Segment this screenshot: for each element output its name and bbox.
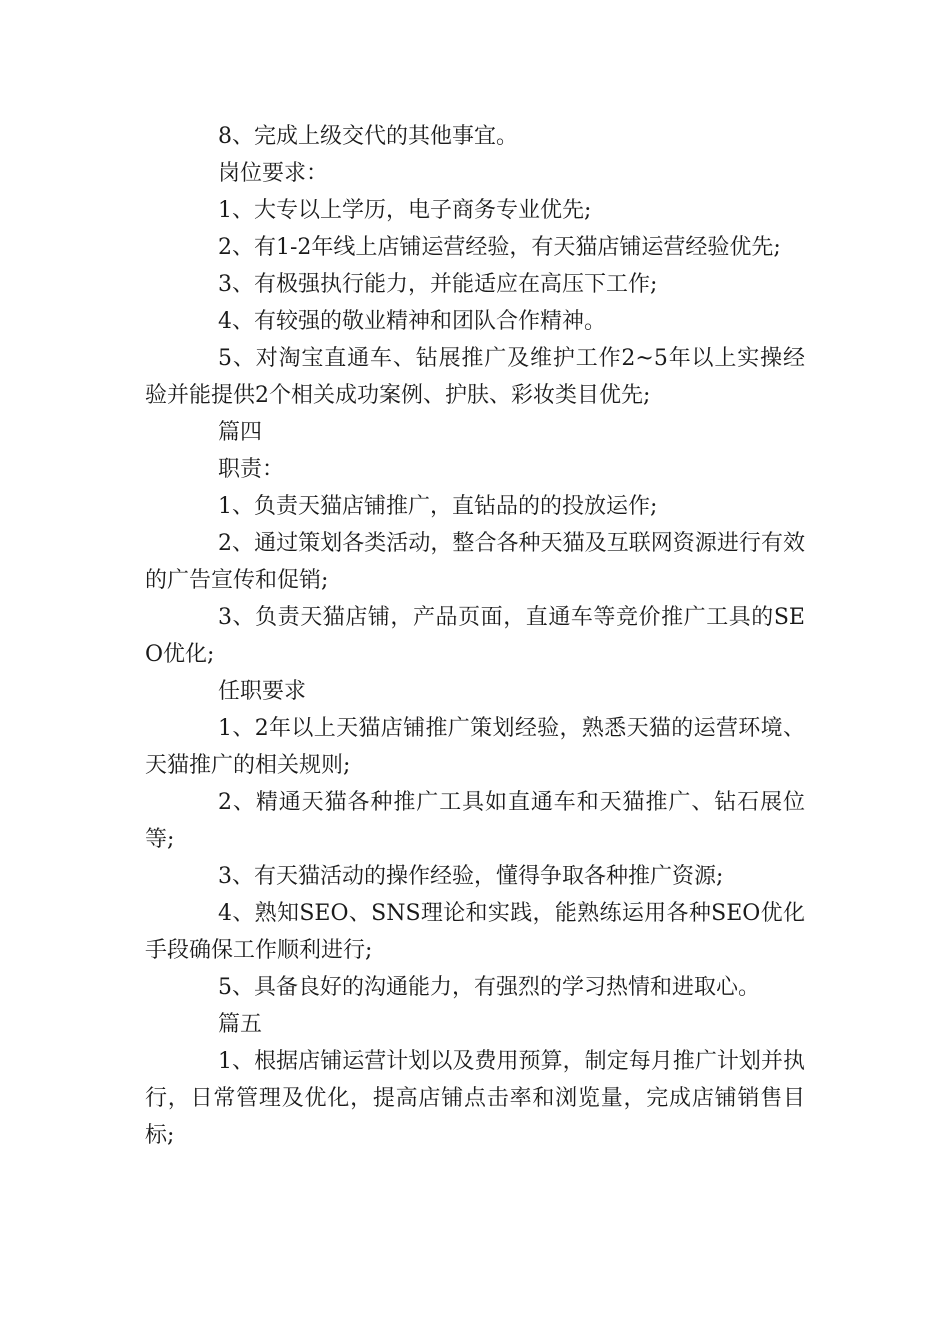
heading-duties: 职责： [218,457,285,482]
paragraph-qualification-3: 3、有天猫活动的操作经验，懂得争取各种推广资源; [218,864,724,889]
heading-job-requirements: 岗位要求： [218,161,329,186]
paragraph-qualification-1: 1、2年以上天猫店铺推广策划经验，熟悉天猫的运营环境、天猫推广的相关规则; [145,716,805,778]
paragraph-requirement-2: 2、有1-2年线上店铺运营经验，有天猫店铺运营经验优先; [218,235,781,260]
paragraph-duty-1: 1、负责天猫店铺推广，直钻品的的投放运作; [218,494,658,519]
paragraph-duty-3: 3、负责天猫店铺，产品页面，直通车等竞价推广工具的SEO优化; [145,605,805,667]
paragraph-qualification-4: 4、熟知SEO、SNS理论和实践，能熟练运用各种SEO优化手段确保工作顺利进行; [145,901,805,963]
heading-qualifications: 任职要求 [218,679,307,704]
paragraph-requirement-4: 4、有较强的敬业精神和团队合作精神。 [218,309,606,334]
paragraph-section5-item-1: 1、根据店铺运营计划以及费用预算，制定每月推广计划并执行，日常管理及优化，提高店铺点击率和浏览量，完成店铺销售目标; [145,1049,805,1148]
paragraph-qualification-5: 5、具备良好的沟通能力，有强烈的学习热情和进取心。 [218,975,760,1000]
paragraph-qualification-2: 2、精通天猫各种推广工具如直通车和天猫推广、钻石展位等; [145,790,805,852]
paragraph-duty-2: 2、通过策划各类活动，整合各种天猫及互联网资源进行有效的广告宣传和促销; [145,531,805,593]
paragraph-duty-8: 8、完成上级交代的其他事宜。 [218,124,518,149]
paragraph-requirement-5: 5、对淘宝直通车、钻展推广及维护工作2~5年以上实操经验并能提供2个相关成功案例、护肤、彩妆类目优先; [145,346,805,408]
section-heading-5: 篇五 [218,1012,263,1037]
paragraph-requirement-1: 1、大专以上学历，电子商务专业优先; [218,198,592,223]
document-body [145,118,805,1154]
paragraph-requirement-3: 3、有极强执行能力，并能适应在高压下工作; [218,272,658,297]
section-heading-4: 篇四 [218,420,263,445]
